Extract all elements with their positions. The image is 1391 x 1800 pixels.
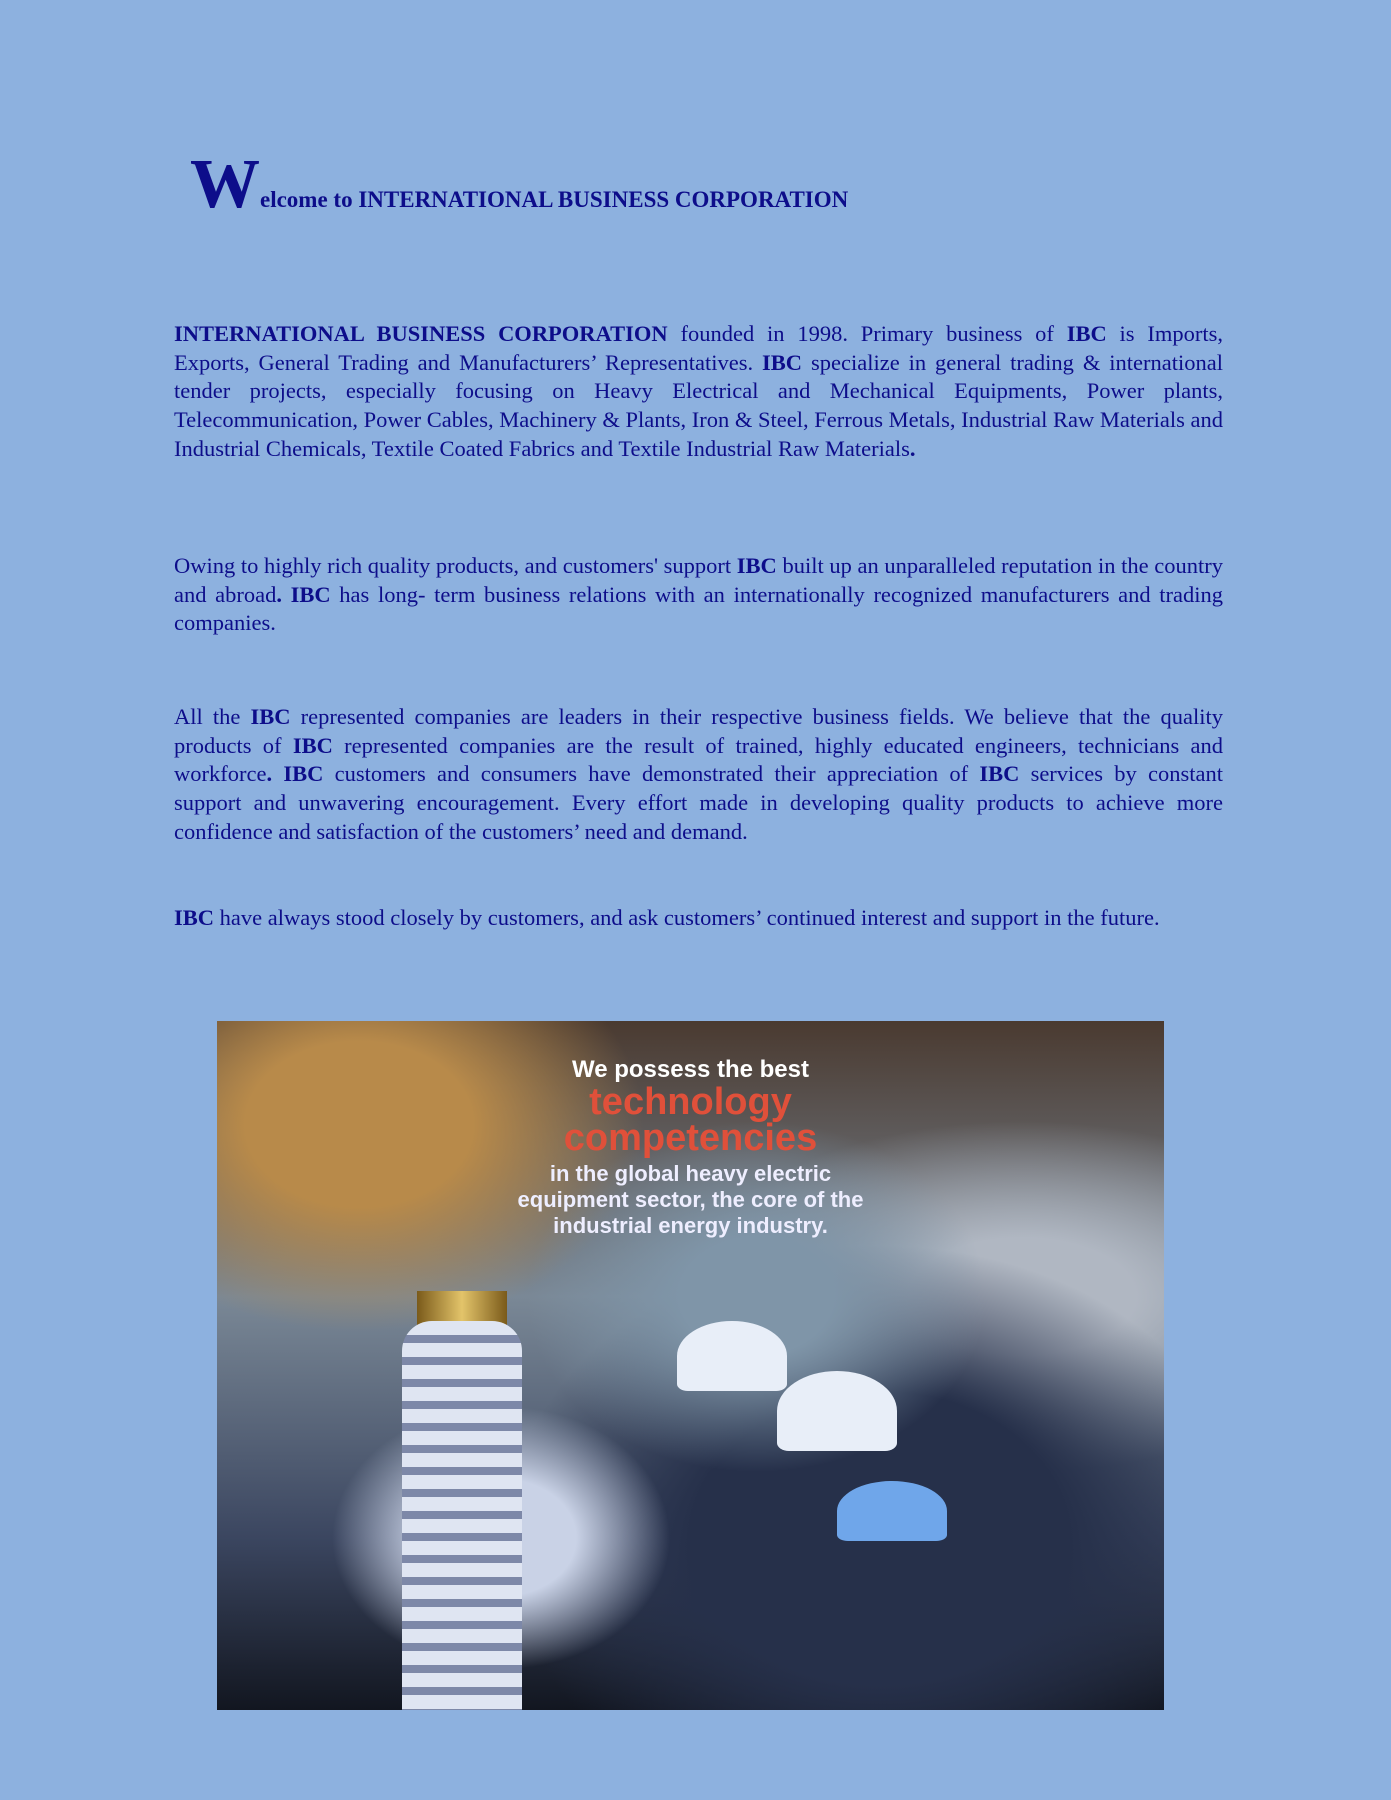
drop-cap: W <box>190 146 260 223</box>
helmet <box>837 1481 947 1541</box>
photo-caption: in the global heavy electric <box>549 1161 832 1186</box>
photo-caption: competencies <box>563 1117 818 1159</box>
page-heading <box>190 146 849 223</box>
industrial-photo <box>217 1021 1164 1710</box>
paragraph-companies: All the IBC represented companies are leaders in their respective business fields. We believe that the quality products of IBC represented companies are the result of trained, highly educated engineers, technicians and workforce. IBC customers and consumers have demonstrated their appreciation of IBC services by constant support and unwavering encouragement. Every effort made in developing quality products to achieve more confidence and satisfaction of the customers’ need and demand. <box>174 704 1223 844</box>
paragraph-closing: IBC have always stood closely by customers, and ask customers’ continued interest and support in the future. <box>174 905 1160 930</box>
photo-caption: We possess the best <box>572 1056 809 1083</box>
helmet <box>777 1371 897 1451</box>
heading-text: elcome to INTERNATIONAL BUSINESS CORPORATION <box>260 187 849 212</box>
photo-caption: technology <box>589 1081 792 1123</box>
paragraph-reputation: Owing to highly rich quality products, and customers' support IBC built up an unparalleled reputation in the country and abroad. IBC has long- term business relations with an internationally recognized manufacturers and trading companies. <box>174 553 1223 636</box>
insulator <box>402 1321 522 1710</box>
photo-caption: industrial energy industry. <box>553 1213 828 1238</box>
photo-caption: equipment sector, the core of the <box>517 1187 864 1212</box>
paragraph-intro: INTERNATIONAL BUSINESS CORPORATION founded in 1998. Primary business of IBC is Imports, Exports, General Trading and Manufacturers’ Representatives. IBC specialize in general trading & international tender projects, especially focusing on Heavy Electrical and Mechanical Equipments, Power plants, Telecommunication, Power Cables, Machinery & Plants, Iron & Steel, Ferrous Metals, Industrial Raw Materials and Industrial Chemicals, Textile Coated Fabrics and Textile Industrial Raw Materials. <box>174 321 1223 461</box>
helmet <box>677 1321 787 1391</box>
